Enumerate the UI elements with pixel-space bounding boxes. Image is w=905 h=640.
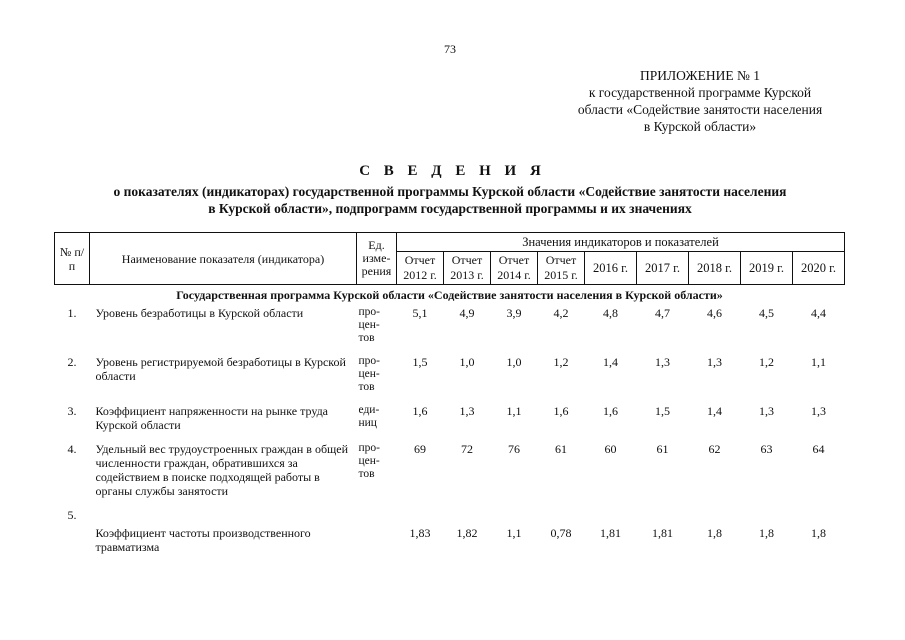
value-cell: 1,8 xyxy=(707,526,722,540)
value-cell: 1,81 xyxy=(600,526,621,540)
value-cell: 1,3 xyxy=(811,404,826,418)
value-cell xyxy=(637,506,689,524)
value-cell: 4,5 xyxy=(759,306,774,320)
page-number: 73 xyxy=(444,42,456,56)
value-cell: 0,78 xyxy=(550,526,572,540)
value-cell: 60 xyxy=(604,442,617,456)
appendix-line: к государственной программе Курской xyxy=(588,85,812,100)
table-row xyxy=(55,402,845,440)
indicator-name: Удельный вес трудоустроенных граждан в общей численности граждан, обратившихся за содействием в поиске подходящей работы в органы службы занятости xyxy=(95,442,349,498)
value-cell: 1,4 xyxy=(707,404,722,418)
table-row xyxy=(55,524,845,562)
header-unit: Ед. изме-рения xyxy=(357,233,397,285)
value-cell: 4,8 xyxy=(603,306,618,320)
row-number: 1. xyxy=(67,306,77,320)
value-cell: 1,0 xyxy=(506,355,522,369)
value-cell: 1,83 xyxy=(409,526,431,540)
value-cell: 1,1 xyxy=(506,526,522,540)
indicators-table xyxy=(54,232,845,562)
indicator-name: Коэффициент частоты производственного травматизма xyxy=(95,526,311,554)
indicator-name: Уровень безработицы в Курской области xyxy=(95,306,304,320)
value-cell: 1,3 xyxy=(459,404,475,418)
value-cell: 1,6 xyxy=(603,404,618,418)
value-cell: 1,4 xyxy=(603,355,618,369)
table-row xyxy=(55,506,845,524)
value-cell: 69 xyxy=(414,442,426,456)
value-cell: 1,2 xyxy=(759,355,774,369)
header-year: 2018 г. xyxy=(689,252,741,285)
subtitle-line: в Курской области», подпрограмм государственной программы и их значениях xyxy=(208,201,692,216)
value-cell: 1,6 xyxy=(553,404,569,418)
value-cell xyxy=(491,506,538,524)
header-year: 2016 г. xyxy=(585,252,637,285)
appendix-line: в Курской области» xyxy=(643,119,757,134)
value-cell: 1,6 xyxy=(412,404,428,418)
value-cell: 4,4 xyxy=(811,306,826,320)
value-cell xyxy=(793,506,845,524)
indicator-unit: про- цен- тов xyxy=(358,355,380,393)
value-cell: 1,3 xyxy=(655,355,670,369)
value-cell: 72 xyxy=(461,442,473,456)
subtitle-line: о показателях (индикаторах) государственной программы Курской области «Содействие занятости населения xyxy=(113,184,787,199)
section-title: Государственная программа Курской области «Содействие занятости населения в Курской области» xyxy=(176,288,723,302)
value-cell: 1,1 xyxy=(811,355,826,369)
value-cell xyxy=(689,506,741,524)
value-cell: 1,8 xyxy=(759,526,774,540)
appendix-line: области «Содействие занятости населения xyxy=(577,102,823,117)
header-year: 2017 г. xyxy=(637,252,689,285)
appendix-line: ПРИЛОЖЕНИЕ № 1 xyxy=(639,68,761,83)
table-row xyxy=(55,353,845,402)
table-row xyxy=(55,440,845,506)
header-indicator-name: Наименование показателя (индикатора) xyxy=(90,233,357,285)
value-cell: 62 xyxy=(708,442,721,456)
value-cell: 61 xyxy=(656,442,669,456)
indicator-name: Уровень регистрируемой безработицы в Курской области xyxy=(95,355,346,383)
header-year: Отчет 2014 г. xyxy=(491,252,538,285)
value-cell: 4,2 xyxy=(553,306,569,320)
value-cell: 1,2 xyxy=(553,355,569,369)
value-cell xyxy=(444,506,491,524)
value-cell: 1,1 xyxy=(506,404,522,418)
indicator-unit xyxy=(357,524,397,562)
value-cell xyxy=(585,506,637,524)
value-cell: 4,7 xyxy=(655,306,670,320)
indicator-unit: про- цен- тов xyxy=(358,306,380,344)
value-cell: 1,3 xyxy=(707,355,722,369)
row-number: 3. xyxy=(67,404,77,418)
value-cell: 4,6 xyxy=(707,306,722,320)
value-cell xyxy=(538,506,585,524)
value-cell xyxy=(741,506,793,524)
indicator-unit: еди- ниц xyxy=(358,404,380,429)
value-cell: 64 xyxy=(812,442,825,456)
document-title: С В Е Д Е Н И Я xyxy=(359,163,546,179)
value-cell: 1,82 xyxy=(456,526,478,540)
header-year: Отчет 2015 г. xyxy=(538,252,585,285)
table-row xyxy=(55,304,845,353)
row-number: 5. xyxy=(67,508,77,522)
value-cell: 63 xyxy=(760,442,773,456)
indicator-name: Коэффициент напряженности на рынке труда Курской области xyxy=(95,404,328,432)
value-cell: 1,5 xyxy=(655,404,670,418)
header-number: № п/п xyxy=(55,233,90,285)
value-cell: 1,8 xyxy=(811,526,826,540)
value-cell: 3,9 xyxy=(506,306,522,320)
appendix-block xyxy=(540,67,860,135)
header-year: 2019 г. xyxy=(741,252,793,285)
row-number xyxy=(55,524,90,562)
value-cell: 1,0 xyxy=(459,355,475,369)
document-subtitle xyxy=(60,183,840,217)
header-values-group: Значения индикаторов и показателей xyxy=(397,233,845,252)
row-number: 4. xyxy=(67,442,77,456)
table-body xyxy=(55,304,845,562)
row-number: 2. xyxy=(67,355,77,369)
header-year: Отчет 2013 г. xyxy=(444,252,491,285)
value-cell: 1,5 xyxy=(412,355,428,369)
value-cell: 61 xyxy=(555,442,567,456)
indicator-unit: про- цен- тов xyxy=(358,442,380,480)
header-year: 2020 г. xyxy=(793,252,845,285)
indicator-unit xyxy=(357,506,397,524)
indicator-name xyxy=(90,506,357,524)
header-year: Отчет 2012 г. xyxy=(397,252,444,285)
value-cell xyxy=(397,506,444,524)
value-cell: 5,1 xyxy=(412,306,428,320)
value-cell: 1,3 xyxy=(759,404,774,418)
value-cell: 1,81 xyxy=(652,526,673,540)
value-cell: 4,9 xyxy=(459,306,475,320)
value-cell: 76 xyxy=(508,442,520,456)
